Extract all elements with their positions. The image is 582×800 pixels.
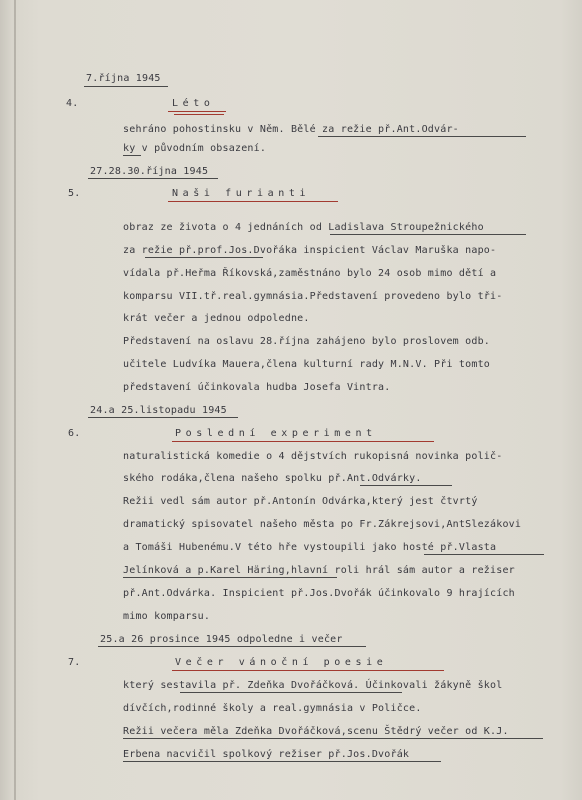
entry-number: 4.	[66, 98, 79, 109]
entry-title: Večer vánoční poesie	[175, 657, 388, 668]
title-underline-2	[174, 114, 224, 115]
entry-date: 27.28.30.října 1945	[90, 166, 209, 177]
text-underline	[123, 738, 543, 739]
text-underline	[180, 692, 402, 693]
entry-number: 7.	[68, 657, 81, 668]
entry-line: učitele Ludvíka Mauera,člena kulturní rady M.N.V. Při tomto	[123, 359, 491, 370]
title-underline	[172, 441, 434, 442]
text-underline	[360, 485, 452, 486]
entry-line: za režie př.prof.Jos.Dvořáka inspicient Václav Maruška napo-	[123, 245, 497, 256]
date-underline	[88, 417, 238, 418]
entry-line: krát večer a jednou odpoledne.	[123, 313, 310, 324]
entry-line: a Tomáši Hubenému.V této hře vystoupili jako hosté př.Vlasta	[123, 542, 497, 553]
entry-line: dramatický spisovatel našeho města po Fr.Zákrejsovi,AntSlezákovi	[123, 519, 522, 530]
text-underline	[123, 577, 337, 578]
entry-line: Jelínková a p.Karel Häring,hlavní roli hrál sám autor a režiser	[123, 565, 515, 576]
entry-line: mimo komparsu.	[123, 611, 211, 622]
entry-title: Léto	[172, 98, 215, 109]
text-underline	[424, 554, 544, 555]
entry-date: 7.října 1945	[86, 73, 161, 84]
binding-edge	[14, 0, 16, 800]
entry-date: 24.a 25.listopadu 1945	[90, 405, 227, 416]
entry-line: Režii večera měla Zdeňka Dvořáčková,scenu Štědrý večer od K.J.	[123, 726, 509, 737]
entry-date: 25.a 26 prosince 1945 odpoledne i večer	[100, 634, 343, 645]
date-underline	[88, 178, 218, 179]
title-underline	[168, 201, 338, 202]
entry-line: vídala př.Heřma Říkovská,zaměstnáno bylo 24 osob mimo dětí a	[123, 268, 497, 279]
entry-number: 5.	[68, 188, 81, 199]
date-underline	[98, 646, 366, 647]
title-underline	[168, 111, 226, 112]
entry-line: Představení na oslavu 28.října zahájeno bylo proslovem odb.	[123, 336, 491, 347]
entry-title: Poslední experiment	[175, 428, 377, 439]
text-underline	[330, 234, 526, 235]
entry-line: Režii vedl sám autor př.Antonín Odvárka,který jest čtvrtý	[123, 496, 478, 507]
entry-number: 6.	[68, 428, 81, 439]
entry-line: Erbena nacvičil spolkový režiser př.Jos.Dvořák	[123, 749, 410, 760]
entry-line: který sestavila př. Zdeňka Dvořáčková. Účinkovali žákyně škol	[123, 680, 503, 691]
text-underline	[145, 257, 263, 258]
entry-title: Naši furianti	[172, 188, 311, 199]
entry-line: ky v původním obsazení.	[123, 143, 267, 154]
text-underline	[318, 136, 526, 137]
entry-line: sehráno pohostinsku v Něm. Bělé za režie př.Ant.Odvár-	[123, 124, 459, 135]
date-underline	[84, 86, 168, 87]
entry-line: představení účinkovala hudba Josefa Vintra.	[123, 382, 391, 393]
title-underline	[172, 670, 444, 671]
entry-line: naturalistická komedie o 4 dějstvích rukopisná novinka polič-	[123, 451, 503, 462]
text-underline	[123, 761, 441, 762]
entry-line: ského rodáka,člena našeho spolku př.Ant.Odvárky.	[123, 473, 422, 484]
entry-line: př.Ant.Odvárka. Inspicient př.Jos.Dvořák účinkovalo 9 hrajících	[123, 588, 515, 599]
text-underline	[123, 155, 141, 156]
entry-line: dívčích,rodinné školy a real.gymnásia v Poličce.	[123, 703, 422, 714]
entry-line: obraz ze života o 4 jednáních od Ladislava Stroupežnického	[123, 222, 484, 233]
entry-line: komparsu VII.tř.real.gymnásia.Představení provedeno bylo tři-	[123, 291, 503, 302]
